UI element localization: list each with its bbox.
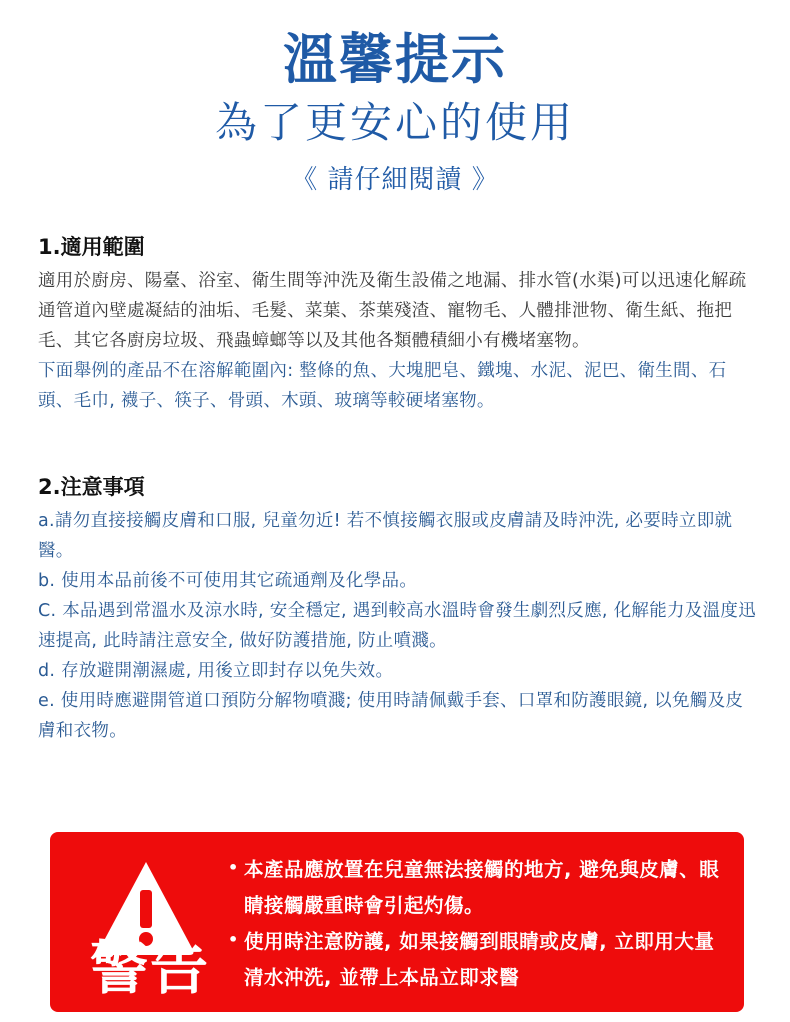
precaution-item: b. 使用本品前後不可使用其它疏通劑及化學品。 [38,571,418,591]
page-title: 溫馨提示 [283,28,507,91]
precaution-item: C. 本品遇到常溫水及涼水時, 安全穩定, 遇到較高水溫時會發生劇烈反應, 化解能力及溫度迅速提高, 此時請注意安全, 做好防護措施, 防止噴濺。 [38,601,757,651]
precautions-section [38,470,758,746]
warning-item: • 本產品應放置在兒童無法接觸的地方, 避免與皮膚、眼睛接觸嚴重時會引起灼傷。 [230,852,730,924]
warning-label: 警告 [89,934,210,1002]
scope-heading: 1.適用範圍 [38,235,145,259]
precaution-item: a.請勿直接接觸皮膚和口服, 兒童勿近! 若不慎接觸衣服或皮膚請及時沖洗, 必要時立即就醫。 [38,511,733,561]
scope-section [38,230,758,416]
warning-box [50,832,744,1012]
warning-item: • 使用時注意防護, 如果接觸到眼睛或皮膚, 立即用大量清水沖洗, 並帶上本品立即求醫 [230,924,730,996]
precaution-item: d. 存放避開潮濕處, 用後立即封存以免失效。 [38,661,394,681]
warning-list [230,852,730,996]
scope-usage-text: 適用於廚房、陽臺、浴室、衛生間等沖洗及衛生設備之地漏、排水管(水渠)可以迅速化解疏通管道內壁處凝結的油垢、毛髮、菜葉、茶葉殘渣、寵物毛、人體排泄物、衛生紙、拖把毛、其它各廚房垃圾、飛蟲蟑螂等以及其他各類體積細小有機堵塞物。 [38,271,747,351]
scope-exclusion-text: 下面舉例的產品不在溶解範圍內: 整條的魚、大塊肥皂、鐵塊、水泥、泥巴、衛生間、石頭、毛巾, 襪子、筷子、骨頭、木頭、玻璃等較硬堵塞物。 [38,361,727,411]
precautions-heading: 2.注意事項 [38,475,145,499]
precaution-item: e. 使用時應避開管道口預防分解物噴濺; 使用時請佩戴手套、口罩和防護眼鏡, 以免觸及皮膚和衣物。 [38,691,744,741]
read-carefully-note: 《 請仔細閱讀 》 [291,165,499,195]
page-subtitle: 為了更安心的使用 [214,98,575,147]
